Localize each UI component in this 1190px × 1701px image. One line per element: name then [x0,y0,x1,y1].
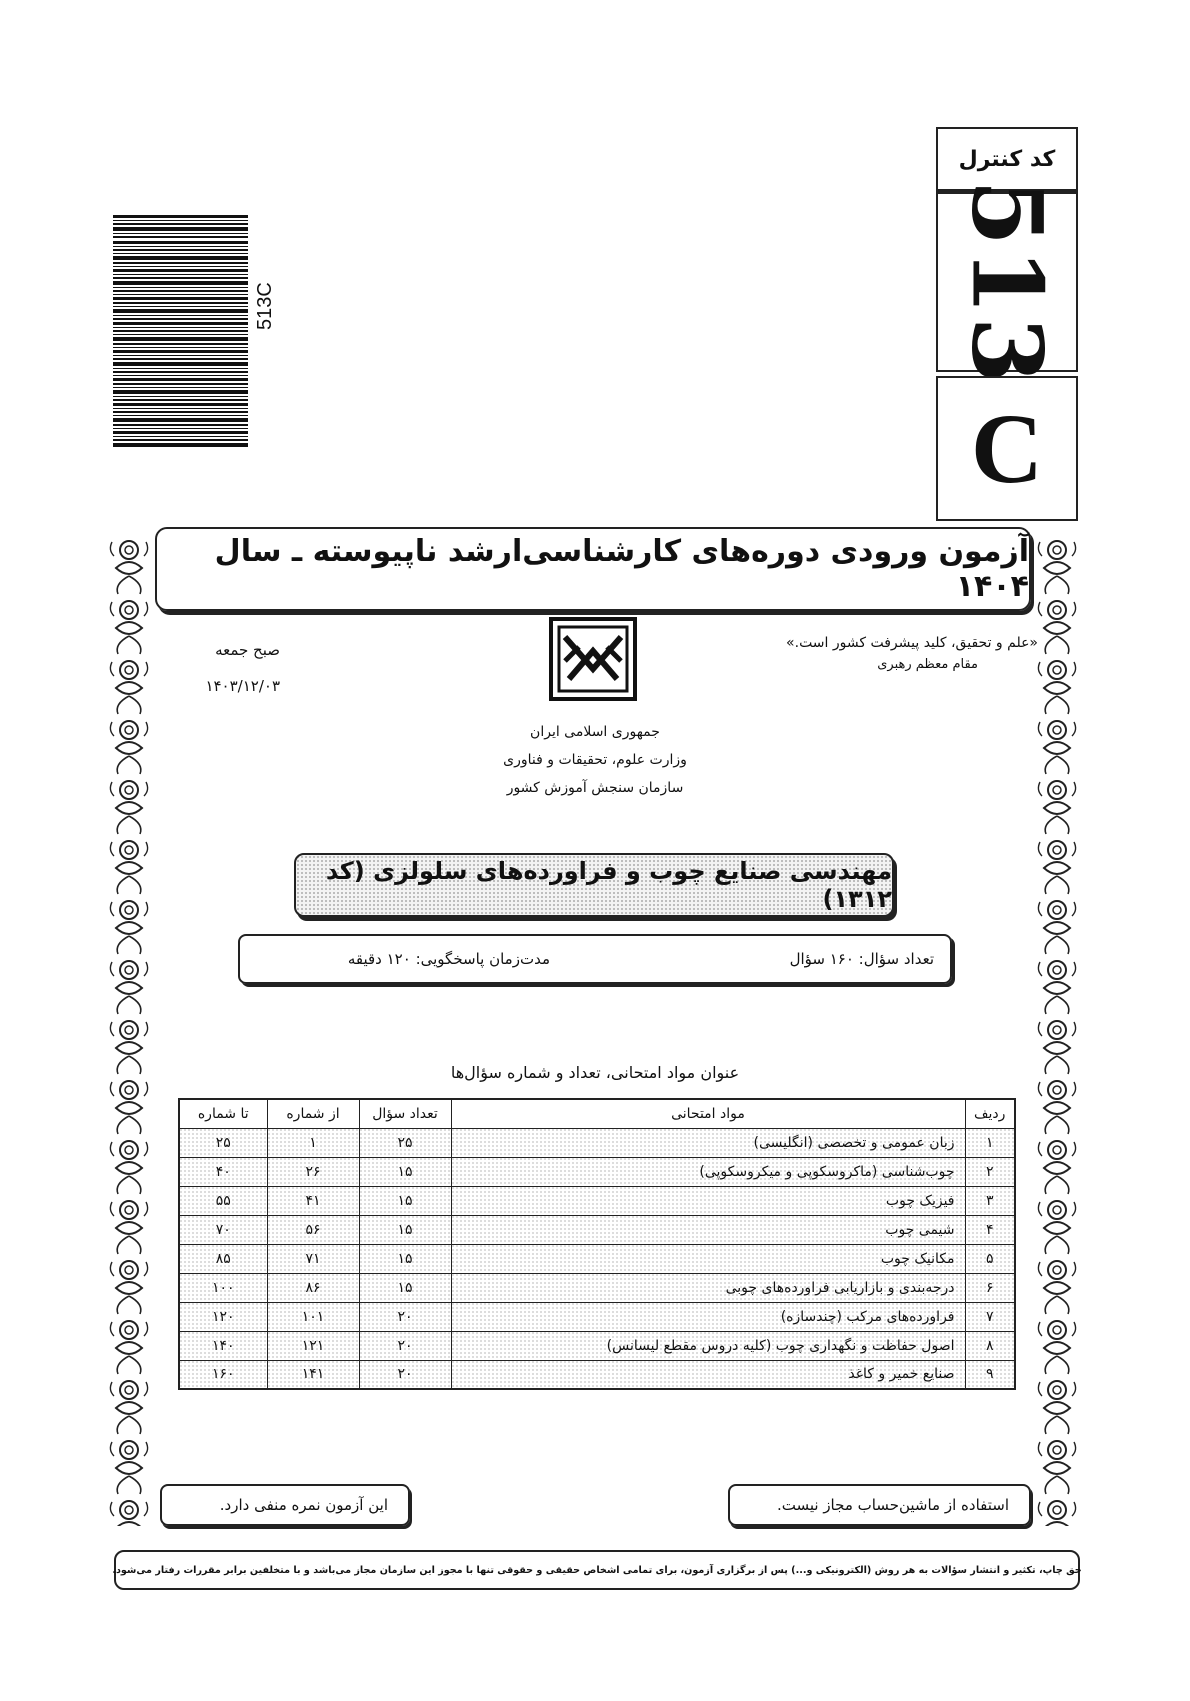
cell-from-number: ۱۴۱ [267,1360,359,1389]
cell-question-count: ۲۰ [359,1302,451,1331]
cell-subject: درجه‌بندی و بازاریابی فراورده‌های چوبی [451,1273,965,1302]
cell-to-number: ۷۰ [179,1215,267,1244]
calculator-note: استفاده از ماشین‌حساب مجاز نیست. [728,1484,1031,1526]
cell-subject: صنایع خمیر و کاغذ [451,1360,965,1389]
cell-from-number: ۸۶ [267,1273,359,1302]
control-code-number: 513 [950,178,1064,386]
negative-score-note: این آزمون نمره منفی دارد. [160,1484,410,1526]
cell-from-number: ۷۱ [267,1244,359,1273]
exam-date-block [160,632,280,704]
cell-to-number: ۲۵ [179,1128,267,1157]
cell-question-count: ۱۵ [359,1215,451,1244]
exam-date: ۱۴۰۳/۱۲/۰۳ [205,677,280,695]
control-code-label: کد کنترل [938,129,1076,191]
cell-subject: زبان عمومی و تخصصی (انگلیسی) [451,1128,965,1157]
cell-question-count: ۲۰ [359,1360,451,1389]
table-row [179,1331,1015,1360]
cell-from-number: ۱ [267,1128,359,1157]
table-row [179,1186,1015,1215]
barcode-image [113,215,248,447]
cell-question-count: ۲۵ [359,1128,451,1157]
org-line-country: جمهوری اسلامی ایران [530,724,660,740]
table-row [179,1244,1015,1273]
cell-from-number: ۵۶ [267,1215,359,1244]
cell-to-number: ۱۴۰ [179,1331,267,1360]
cell-row-number: ۴ [965,1215,1015,1244]
cell-row-number: ۵ [965,1244,1015,1273]
table-row [179,1157,1015,1186]
control-code-letter: C [936,376,1078,521]
cell-row-number: ۱ [965,1128,1015,1157]
cell-row-number: ۹ [965,1360,1015,1389]
table-row [179,1302,1015,1331]
header-subject: مواد امتحانی [451,1099,965,1128]
cell-subject: اصول حفاظت و نگهداری چوب (کلیه دروس مقطع لیسانس) [451,1331,965,1360]
subjects-table [178,1098,1016,1390]
exam-info-bar [238,934,952,984]
exam-session: صبح جمعه [215,641,280,659]
cell-subject: شیمی چوب [451,1215,965,1244]
cell-subject: فراورده‌های مرکب (چندسازه) [451,1302,965,1331]
cell-subject: فیزیک چوب [451,1186,965,1215]
cell-row-number: ۸ [965,1331,1015,1360]
cell-question-count: ۱۵ [359,1273,451,1302]
cell-from-number: ۴۱ [267,1186,359,1215]
cell-from-number: ۲۶ [267,1157,359,1186]
table-row [179,1273,1015,1302]
table-row [179,1215,1015,1244]
slogan-text: «علم و تحقیق، کلید پیشرفت کشور است.» [786,635,1038,651]
barcode-code: 513C [254,282,276,330]
header-question-count: تعداد سؤال [359,1099,451,1128]
cell-to-number: ۱۶۰ [179,1360,267,1389]
table-row [179,1128,1015,1157]
cell-question-count: ۲۰ [359,1331,451,1360]
cell-from-number: ۱۲۱ [267,1331,359,1360]
cell-subject: چوب‌شناسی (ماکروسکوپی و میکروسکوپی) [451,1157,965,1186]
ornamental-border-left [106,536,152,1526]
cell-row-number: ۷ [965,1302,1015,1331]
cell-to-number: ۱۲۰ [179,1302,267,1331]
cell-row-number: ۶ [965,1273,1015,1302]
cell-subject: مکانیک چوب [451,1244,965,1273]
table-row [179,1360,1015,1389]
cell-to-number: ۵۵ [179,1186,267,1215]
org-line-organization: سازمان سنجش آموزش کشور [506,780,684,796]
answer-duration: مدت‌زمان پاسخگویی: ۱۲۰ دقیقه [347,950,550,968]
cell-question-count: ۱۵ [359,1157,451,1186]
cell-to-number: ۴۰ [179,1157,267,1186]
header-to-number: تا شماره [179,1099,267,1128]
cell-row-number: ۳ [965,1186,1015,1215]
table-caption: عنوان مواد امتحانی، تعداد و شماره سؤال‌ها [450,1063,740,1082]
slogan-block [786,632,1038,676]
copyright-notice: حق چاپ، تکثیر و انتشار سؤالات به هر روش (الکترونیکی و...) پس از برگزاری آزمون، برای تمامی اشخاص حقیقی و حقوقی تنها با مجوز این سازمان مجاز می‌باشد و با متخلفین برابر مقررات رفتار می‌شود. [114,1550,1080,1590]
cell-question-count: ۱۵ [359,1244,451,1273]
cell-to-number: ۸۵ [179,1244,267,1273]
header-from-number: از شماره [267,1099,359,1128]
slogan-attribution: مقام معظم رهبری [877,657,978,672]
field-title: مهندسی صنایع چوب و فراورده‌های سلولزی (کد ۱۳۱۲) [294,853,894,917]
org-line-ministry: وزارت علوم، تحقیقات و فناوری [503,752,687,768]
control-code-number-box [936,178,1078,386]
organization-lines [440,718,750,802]
cell-from-number: ۱۰۱ [267,1302,359,1331]
ornamental-border-right [1034,536,1080,1526]
cell-to-number: ۱۰۰ [179,1273,267,1302]
exam-title: آزمون ورودی دوره‌های کارشناسی‌ارشد ناپیوسته ـ سال ۱۴۰۴ [155,527,1031,611]
sanjesh-logo [549,617,637,701]
question-count: تعداد سؤال: ۱۶۰ سؤال [789,950,934,968]
cell-question-count: ۱۵ [359,1186,451,1215]
table-header-row [179,1099,1015,1128]
cell-row-number: ۲ [965,1157,1015,1186]
header-row-number: ردیف [965,1099,1015,1128]
